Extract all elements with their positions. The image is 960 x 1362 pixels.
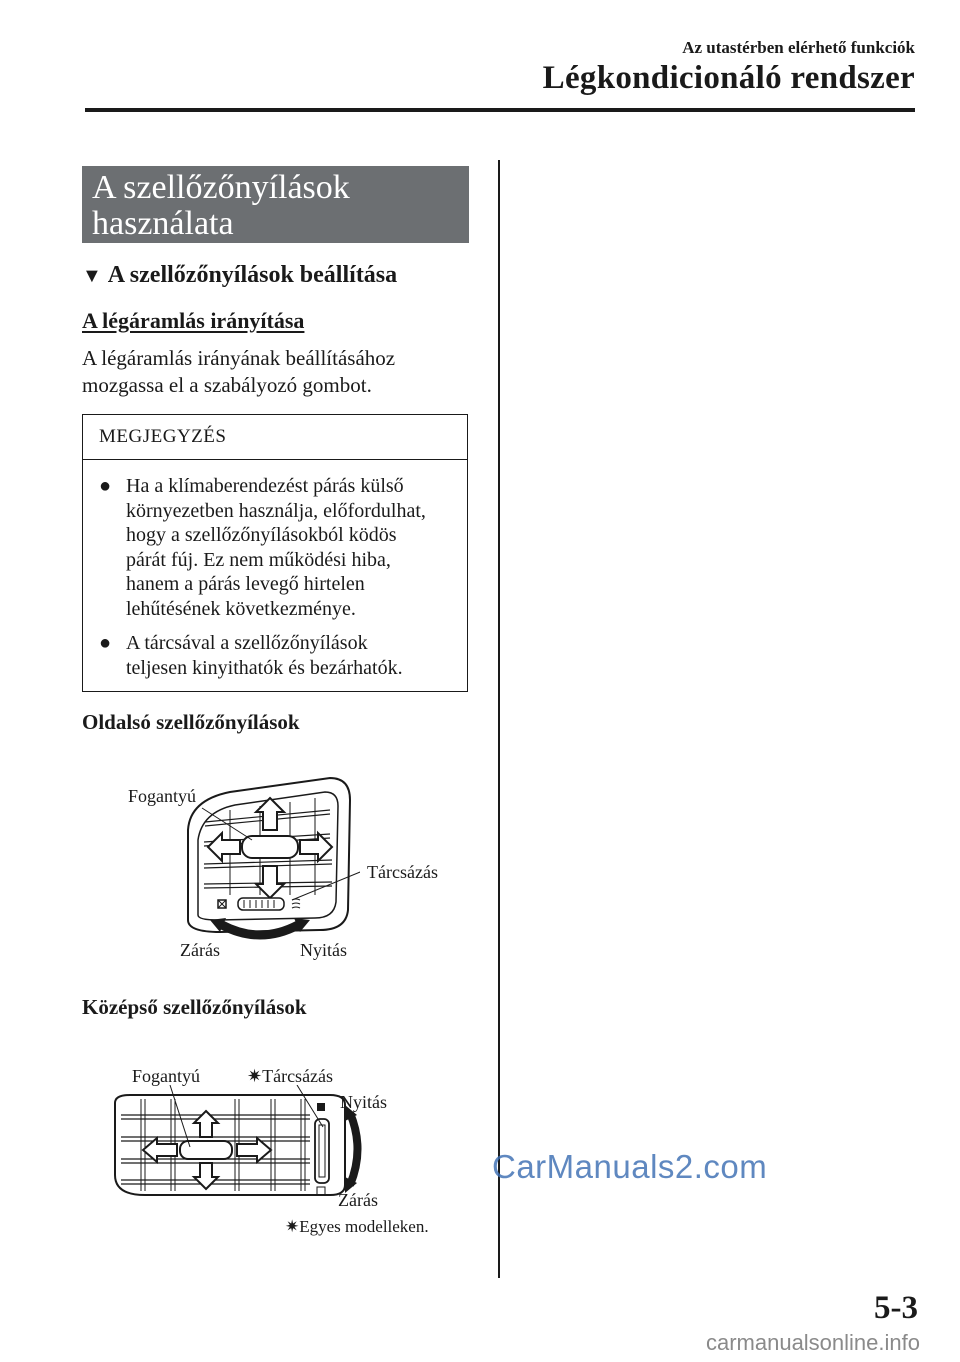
subheading — [82, 262, 397, 289]
asterisk-icon: ✷ — [285, 1217, 300, 1236]
label-handle: Fogantyú — [132, 1066, 201, 1086]
center-vent-illustration — [105, 1085, 375, 1205]
note-line: teljesen kinyithatók és bezárhatók. — [126, 656, 403, 679]
note-line: hanem a párás levegő hirtelen — [126, 573, 365, 595]
running-header-title: Légkondicionáló rendszer — [542, 60, 915, 96]
center-vents-heading: Középső szellőzőnyílások — [82, 995, 307, 1019]
triangle-marker-icon: ▼ — [82, 265, 102, 287]
running-header-subtitle: Az utastérben elérhető funkciók — [682, 38, 915, 57]
bullet-icon: ● — [99, 632, 112, 654]
asterisk-icon: ✷ — [247, 1066, 263, 1086]
subheading-text: A szellőzőnyílások beállítása — [107, 262, 398, 288]
side-vent-illustration — [180, 770, 360, 945]
side-vents-heading: Oldalsó szellőzőnyílások — [82, 710, 300, 734]
note-line: párát fúj. Ez nem működési hiba, — [126, 548, 391, 571]
page-number: 5-3 — [874, 1290, 918, 1326]
body-paragraph — [82, 345, 472, 399]
note-item-text — [126, 631, 466, 680]
note-line: A tárcsával a szellőzőnyílások — [126, 632, 368, 654]
note-line: környezetben használja, előfordulhat, — [126, 499, 426, 522]
footer-watermark: carmanualsonline.info — [705, 1330, 920, 1355]
section-banner-line-1: A szellőzőnyílások — [92, 169, 350, 206]
label-close: Zárás — [180, 940, 220, 960]
note-item-text — [126, 474, 466, 621]
section-banner-line-2: használata — [92, 205, 234, 242]
note-line: Ha a klímaberendezést párás külső — [126, 475, 404, 497]
label-open: Nyitás — [300, 940, 347, 960]
label-dial: Tárcsázás — [367, 862, 438, 882]
note-line: hogy a szellőzőnyílásokból ködös — [126, 524, 397, 546]
label-handle: Fogantyú — [128, 786, 197, 806]
paragraph-line-2: mozgassa el a szabályozó gombot. — [82, 373, 372, 397]
section-banner-title — [92, 170, 350, 242]
footnote-models: ✷Egyes modelleken. — [285, 1217, 429, 1236]
note-item — [99, 474, 459, 624]
underlined-heading: A légáramlás irányítása — [82, 308, 305, 333]
label-close: Zárás — [338, 1190, 378, 1210]
label-dial: ✷Tárcsázás — [247, 1066, 334, 1086]
paragraph-line-1: A légáramlás irányának beállításához — [82, 346, 396, 370]
bullet-icon: ● — [99, 475, 112, 497]
note-line: lehűtésének következménye. — [126, 597, 356, 620]
watermark: CarManuals2.com — [492, 1148, 768, 1185]
label-open: Nyitás — [340, 1092, 387, 1112]
column-divider — [498, 160, 500, 1278]
header-rule — [85, 108, 915, 112]
note-title: MEGJEGYZÉS — [99, 426, 227, 447]
note-item — [99, 631, 459, 683]
